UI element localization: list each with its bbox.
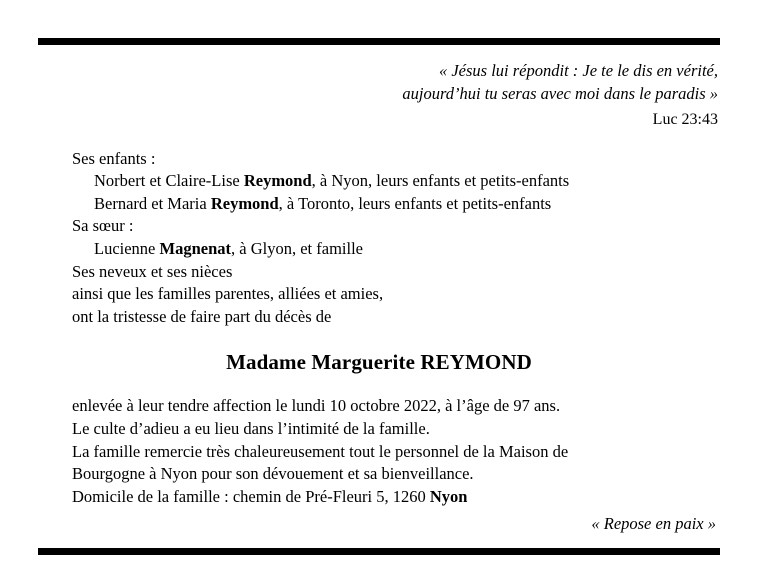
sister-entry <box>72 238 758 261</box>
top-divider-rule <box>38 38 720 45</box>
details-text <box>72 395 692 508</box>
child-entry-1 <box>72 170 758 193</box>
detail-line-1: enlevée à leur tendre affection le lundi 10 octobre 2022, à l’âge de 97 ans. <box>72 396 561 416</box>
scripture-quote <box>0 59 718 132</box>
child-entry-2 <box>72 193 758 216</box>
child-2-suffix: , à Toronto, leurs enfants et petits-enfants <box>278 193 552 213</box>
family-listing <box>72 148 758 329</box>
child-2-prefix: Bernard et Maria <box>94 193 211 213</box>
sister-surname: Magnenat <box>159 238 232 258</box>
relatives-line: ainsi que les familles parentes, alliées et amies, <box>72 284 384 304</box>
child-1-prefix: Norbert et Claire-Lise <box>94 171 244 191</box>
closing-phrase: « Repose en paix » <box>591 514 716 534</box>
quote-line-1: « Jésus lui répondit : Je te le dis en vérité, <box>438 61 718 80</box>
announcement-line: ont la tristesse de faire part du décès de <box>72 306 332 326</box>
sister-suffix: , à Glyon, et famille <box>231 238 363 258</box>
death-notice <box>0 38 758 565</box>
sister-label: Sa sœur : <box>72 216 134 236</box>
detail-line-2: Le culte d’adieu a eu lieu dans l’intimité de la famille. <box>72 418 430 438</box>
detail-line-3: La famille remercie très chaleureusement tout le personnel de la Maison de <box>72 441 569 461</box>
quote-reference: Luc 23:43 <box>652 110 718 128</box>
address-city: Nyon <box>429 486 468 506</box>
nephews-nieces-line: Ses neveux et ses nièces <box>72 261 233 281</box>
family-address-line <box>72 486 692 509</box>
child-1-suffix: , à Nyon, leurs enfants et petits-enfants <box>311 171 570 191</box>
children-label: Ses enfants : <box>72 148 156 168</box>
child-1-surname: Reymond <box>243 171 312 191</box>
sister-prefix: Lucienne <box>94 238 160 258</box>
address-prefix: Domicile de la famille : chemin de Pré-Fleuri 5, 1260 <box>72 486 430 506</box>
deceased-name: Madame Marguerite REYMOND <box>226 350 532 375</box>
detail-line-4: Bourgogne à Nyon pour son dévouement et sa bienveillance. <box>72 464 474 484</box>
bottom-divider-rule <box>38 548 720 555</box>
child-2-surname: Reymond <box>210 193 279 213</box>
quote-line-2: aujourd’hui tu seras avec moi dans le paradis » <box>402 84 718 104</box>
